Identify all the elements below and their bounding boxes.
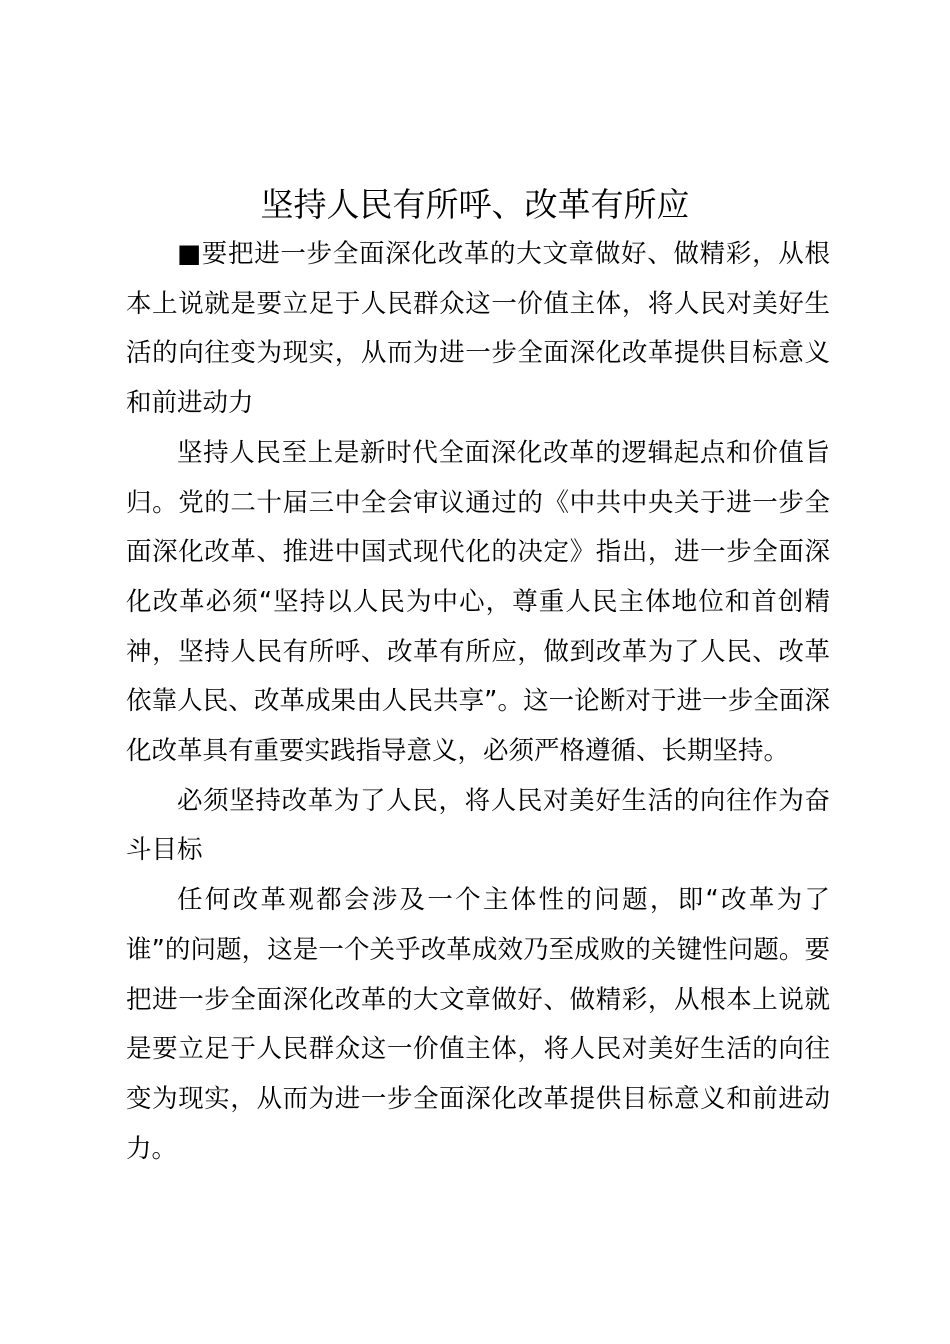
body-paragraph: 坚持人民至上是新时代全面深化改革的逻辑起点和价值旨归。党的二十届三中全会审议通过的《中共中央关于进一步全面深化改革、推进中国式现代化的决定》指出，进一步全面深化改革必须“坚持以人民为中心，尊重人民主体地位和首创精神，坚持人民有所呼、改革有所应，做到改革为了人民、改革依靠人民、改革成果由人民共享”。这一论断对于进一步全面深化改革具有重要实践指导意义，必须严格遵循、长期坚持。 xyxy=(126,437,830,767)
document-body xyxy=(126,230,830,1174)
section-heading-paragraph: 必须坚持改革为了人民，将人民对美好生活的向往作为奋斗目标 xyxy=(126,785,830,866)
document-title: 坚持人民有所呼、改革有所应 xyxy=(260,185,690,224)
summary-paragraph: ■要把进一步全面深化改革的大文章做好、做精彩，从根本上说就是要立足于人民群众这一价值主体，将人民对美好生活的向往变为现实，从而为进一步全面深化改革提供目标意义和前进动力 xyxy=(126,239,830,419)
body-paragraph: 任何改革观都会涉及一个主体性的问题，即“改革为了谁”的问题，这是一个关乎改革成效乃至成败的关键性问题。要把进一步全面深化改革的大文章做好、做精彩，从根本上说就是要立足于人民群众这一价值主体，将人民对美好生活的向往变为现实，从而为进一步全面深化改革提供目标意义和前进动力。 xyxy=(126,885,830,1164)
